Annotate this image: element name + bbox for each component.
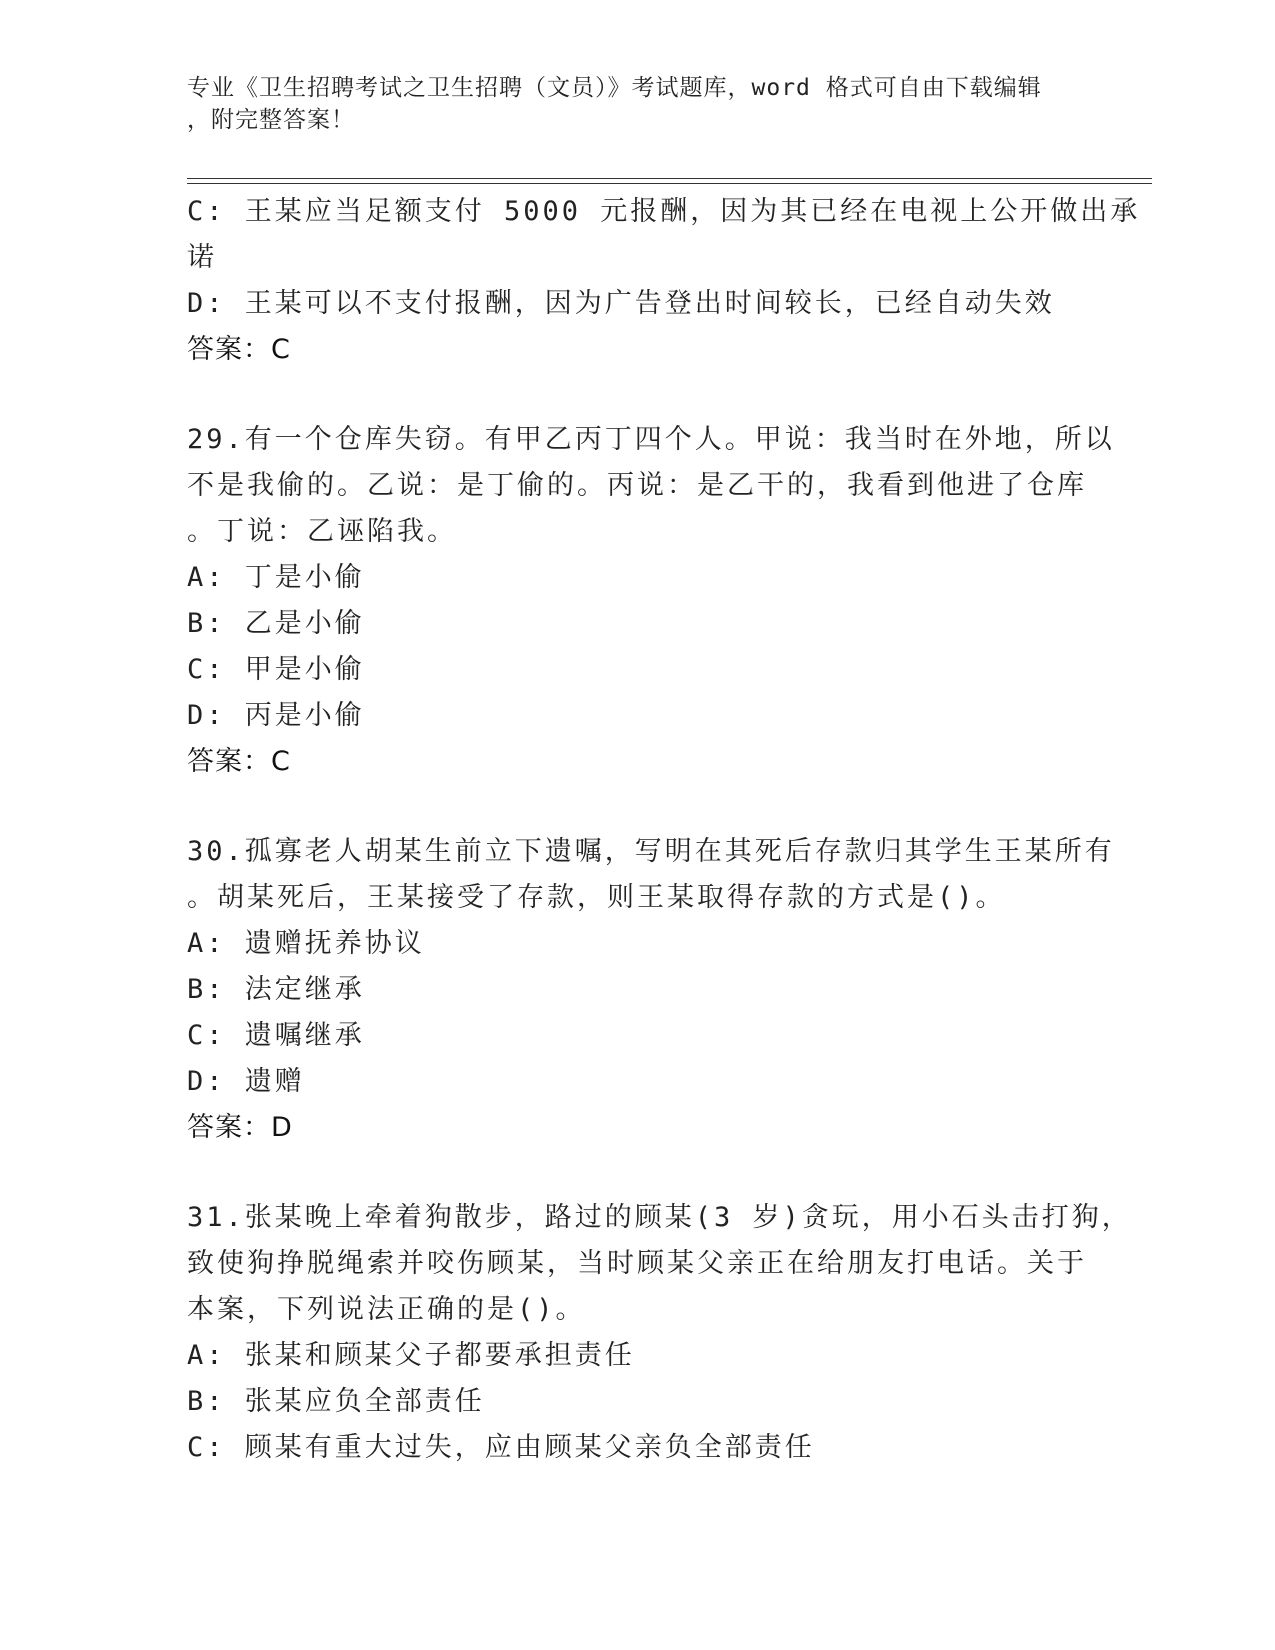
option-b: B: 乙是小偷 [187, 608, 365, 639]
spacer [187, 1151, 1077, 1195]
question-30 [187, 829, 1115, 1151]
header-line-1: 专业《卫生招聘考试之卫生招聘（文员）》考试题库，word 格式可自由下载编辑 [187, 75, 1042, 101]
question-text-line: 致使狗挣脱绳索并咬伤顾某，当时顾某父亲正在给朋友打电话。关于 [187, 1248, 1087, 1279]
option-a: A: 张某和顾某父子都要承担责任 [187, 1340, 635, 1371]
question-29 [187, 417, 1115, 785]
header-divider-top [187, 178, 1152, 179]
question-text-line: 。丁说：乙诬陷我。 [187, 516, 457, 547]
option-c-continued: 诺 [187, 242, 217, 273]
question-text-line: 30.孤寡老人胡某生前立下遗嘱，写明在其死后存款归其学生王某所有 [187, 836, 1115, 867]
answer-line: 答案：D [187, 1112, 293, 1143]
option-d: D: 丙是小偷 [187, 700, 365, 731]
option-a: A: 遗赠抚养协议 [187, 928, 425, 959]
option-c: C: 王某应当足额支付 5000 元报酬，因为其已经在电视上公开做出承 [187, 196, 1141, 227]
header-divider-bottom [187, 183, 1152, 184]
question-text-line: 29.有一个仓库失窃。有甲乙丙丁四个人。甲说：我当时在外地，所以 [187, 424, 1115, 455]
question-text-line: 。胡某死后，王某接受了存款，则王某取得存款的方式是()。 [187, 882, 1006, 913]
option-c: C: 甲是小偷 [187, 654, 365, 685]
question-28-tail [187, 189, 1141, 373]
question-text-line: 31.张某晚上牵着狗散步，路过的顾某(3 岁)贪玩，用小石头击打狗， [187, 1202, 1132, 1233]
option-b: B: 张某应负全部责任 [187, 1386, 485, 1417]
answer-line: 答案：C [187, 334, 291, 365]
question-text-line: 本案，下列说法正确的是()。 [187, 1294, 586, 1325]
document-header [187, 72, 1067, 136]
question-text-line: 不是我偷的。乙说：是丁偷的。丙说：是乙干的，我看到他进了仓库 [187, 470, 1087, 501]
option-b: B: 法定继承 [187, 974, 365, 1005]
header-line-2: ，附完整答案！ [187, 107, 355, 133]
spacer [187, 373, 1077, 417]
option-d: D: 王某可以不支付报酬，因为广告登出时间较长，已经自动失效 [187, 288, 1055, 319]
answer-line: 答案：C [187, 746, 291, 777]
option-c: C: 顾某有重大过失，应由顾某父亲负全部责任 [187, 1432, 815, 1463]
option-d: D: 遗赠 [187, 1066, 305, 1097]
spacer [187, 785, 1077, 829]
question-content [187, 189, 1141, 1471]
option-c: C: 遗嘱继承 [187, 1020, 365, 1051]
question-31 [187, 1195, 1132, 1471]
option-a: A: 丁是小偷 [187, 562, 365, 593]
